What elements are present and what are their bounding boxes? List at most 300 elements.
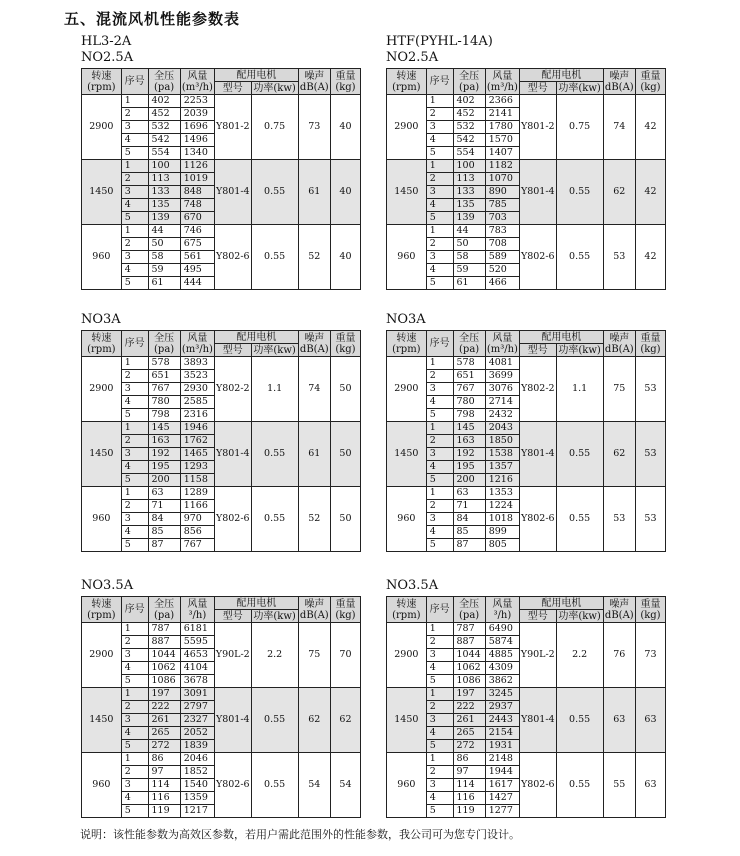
header-weight-text: 重量	[335, 598, 356, 610]
pressure-cell: 554	[453, 147, 485, 160]
seq-cell: 1	[121, 95, 148, 108]
weight-cell: 50	[330, 487, 360, 552]
pressure-cell: 452	[148, 108, 180, 121]
noise-cell: 63	[603, 688, 635, 753]
header-pressure	[453, 69, 485, 95]
header-motor	[215, 331, 299, 344]
speed-cell: 1450	[82, 422, 122, 487]
table-row	[387, 753, 666, 766]
weight-cell: 50	[330, 357, 360, 422]
weight-cell: 63	[635, 753, 665, 818]
seq-cell: 1	[121, 225, 148, 238]
header-power	[556, 82, 603, 95]
pressure-cell: 1062	[453, 662, 485, 675]
header-power-text: 功率(kw)	[558, 82, 601, 94]
weight-cell: 63	[635, 688, 665, 753]
seq-cell: 2	[121, 435, 148, 448]
header-weight-text: (kg)	[640, 81, 661, 93]
pressure-cell: 97	[148, 766, 180, 779]
seq-cell: 3	[426, 121, 453, 134]
power-cell: 0.55	[556, 753, 603, 818]
flow-cell: 1465	[180, 448, 214, 461]
power-cell: 0.55	[556, 487, 603, 552]
power-cell: 0.75	[251, 95, 298, 160]
flow-cell: 2930	[180, 383, 214, 396]
pressure-cell: 133	[453, 186, 485, 199]
flow-cell: 2443	[485, 714, 519, 727]
size-label: NO3.5A	[81, 578, 134, 593]
seq-cell: 1	[426, 422, 453, 435]
seq-cell: 2	[426, 500, 453, 513]
seq-cell: 1	[426, 225, 453, 238]
pressure-cell: 798	[453, 409, 485, 422]
header-flow-text: 风量	[492, 332, 513, 344]
pressure-cell: 1086	[453, 675, 485, 688]
power-cell: 2.2	[556, 623, 603, 688]
weight-cell: 40	[330, 160, 360, 225]
seq-cell: 5	[426, 740, 453, 753]
header-pressure	[148, 331, 180, 357]
weight-cell: 42	[635, 95, 665, 160]
pressure-cell: 265	[453, 727, 485, 740]
table-row	[82, 95, 361, 108]
power-cell: 1.1	[556, 357, 603, 422]
model-cell: Y801-4	[520, 422, 556, 487]
header-weight-text: (kg)	[640, 609, 661, 621]
seq-cell: 2	[426, 701, 453, 714]
flow-cell: 1538	[485, 448, 519, 461]
pressure-cell: 1086	[148, 675, 180, 688]
flow-cell: 783	[485, 225, 519, 238]
header-flow	[485, 331, 519, 357]
header-model-text: 型号	[527, 82, 548, 94]
pressure-cell: 71	[453, 500, 485, 513]
header-model-text: 型号	[527, 610, 548, 622]
flow-cell: 4081	[485, 357, 519, 370]
seq-cell: 4	[426, 264, 453, 277]
flow-cell: 856	[180, 526, 214, 539]
seq-cell: 3	[426, 714, 453, 727]
flow-cell: 1427	[485, 792, 519, 805]
seq-cell: 4	[426, 526, 453, 539]
pressure-cell: 195	[453, 461, 485, 474]
seq-cell: 3	[121, 383, 148, 396]
seq-cell: 3	[121, 448, 148, 461]
table-row	[82, 225, 361, 238]
header-power	[251, 82, 298, 95]
header-power	[251, 344, 298, 357]
noise-cell: 74	[603, 95, 635, 160]
flow-cell: 1617	[485, 779, 519, 792]
header-model-text: 型号	[222, 610, 243, 622]
flow-cell: 1158	[180, 474, 214, 487]
flow-cell: 1277	[485, 805, 519, 818]
power-cell: 1.1	[251, 357, 298, 422]
seq-cell: 1	[121, 688, 148, 701]
pressure-cell: 61	[148, 277, 180, 290]
header-noise-text: 噪声	[304, 70, 325, 82]
header-pressure-text: (pa)	[459, 81, 480, 93]
speed-cell: 2900	[387, 95, 427, 160]
table-row	[387, 95, 666, 108]
model-cell: Y802-6	[520, 487, 556, 552]
header-motor	[520, 597, 604, 610]
flow-cell: 4885	[485, 649, 519, 662]
pressure-cell: 44	[453, 225, 485, 238]
power-cell: 0.55	[251, 688, 298, 753]
pressure-cell: 798	[148, 409, 180, 422]
table-row	[82, 487, 361, 500]
flow-cell: 4309	[485, 662, 519, 675]
pressure-cell: 261	[453, 714, 485, 727]
power-cell: 2.2	[251, 623, 298, 688]
power-cell: 0.75	[556, 95, 603, 160]
flow-cell: 2366	[485, 95, 519, 108]
header-flow-text: 风量	[187, 598, 208, 610]
pressure-cell: 63	[148, 487, 180, 500]
header-motor-text: 配用电机	[236, 331, 277, 343]
seq-cell: 2	[426, 766, 453, 779]
noise-cell: 62	[603, 422, 635, 487]
seq-cell: 5	[426, 539, 453, 552]
pressure-cell: 192	[453, 448, 485, 461]
header-row	[387, 597, 666, 610]
model-cell: Y801-2	[215, 95, 251, 160]
header-model	[520, 344, 556, 357]
pressure-cell: 542	[148, 134, 180, 147]
pressure-cell: 1044	[453, 649, 485, 662]
header-speed-text: 转速	[396, 70, 417, 82]
seq-cell: 2	[426, 108, 453, 121]
pressure-cell: 61	[453, 277, 485, 290]
weight-cell: 40	[330, 95, 360, 160]
header-pressure	[453, 331, 485, 357]
seq-cell: 1	[426, 623, 453, 636]
header-row	[82, 597, 361, 610]
flow-cell: 2141	[485, 108, 519, 121]
flow-cell: 589	[485, 251, 519, 264]
header-model	[215, 344, 251, 357]
pressure-cell: 59	[453, 264, 485, 277]
seq-cell: 5	[121, 675, 148, 688]
seq-cell: 3	[426, 513, 453, 526]
header-noise	[298, 331, 330, 357]
flow-cell: 848	[180, 186, 214, 199]
flow-cell: 1496	[180, 134, 214, 147]
header-power-text: 功率(kw)	[253, 82, 296, 94]
flow-cell: 1019	[180, 173, 214, 186]
header-noise	[603, 597, 635, 623]
flow-cell: 3862	[485, 675, 519, 688]
noise-cell: 53	[603, 225, 635, 290]
pressure-cell: 200	[148, 474, 180, 487]
pressure-cell: 133	[148, 186, 180, 199]
pressure-cell: 887	[453, 636, 485, 649]
header-flow-text: 风量	[492, 70, 513, 82]
seq-cell: 4	[121, 199, 148, 212]
flow-cell: 2316	[180, 409, 214, 422]
header-noise	[603, 331, 635, 357]
pressure-cell: 780	[148, 396, 180, 409]
pressure-cell: 272	[148, 740, 180, 753]
pressure-cell: 452	[453, 108, 485, 121]
flow-cell: 2937	[485, 701, 519, 714]
flow-cell: 767	[180, 539, 214, 552]
pressure-cell: 119	[148, 805, 180, 818]
flow-cell: 1018	[485, 513, 519, 526]
header-speed	[387, 69, 427, 95]
header-flow-text: 风量	[187, 332, 208, 344]
header-motor	[215, 597, 299, 610]
header-noise-text: 噪声	[609, 598, 630, 610]
noise-cell: 74	[298, 357, 330, 422]
pressure-cell: 197	[148, 688, 180, 701]
header-speed	[82, 331, 122, 357]
table-row	[387, 160, 666, 173]
pressure-cell: 651	[453, 370, 485, 383]
flow-cell: 1293	[180, 461, 214, 474]
seq-cell: 2	[121, 766, 148, 779]
power-cell: 0.55	[251, 487, 298, 552]
header-pressure-text: (pa)	[154, 81, 175, 93]
header-flow-text: (m³/h)	[181, 343, 213, 355]
header-model	[215, 82, 251, 95]
header-motor-text: 配用电机	[236, 69, 277, 81]
flow-cell: 805	[485, 539, 519, 552]
seq-cell: 4	[426, 199, 453, 212]
seq-cell: 3	[426, 448, 453, 461]
flow-cell: 3678	[180, 675, 214, 688]
header-seq-text: 序号	[124, 338, 145, 349]
header-flow	[180, 331, 214, 357]
weight-cell: 40	[330, 225, 360, 290]
speed-cell: 1450	[82, 688, 122, 753]
speed-cell: 960	[82, 225, 122, 290]
header-flow-text: ³/h)	[493, 609, 512, 621]
model-cell: Y801-4	[520, 160, 556, 225]
speed-cell: 2900	[82, 357, 122, 422]
flow-cell: 890	[485, 186, 519, 199]
model-cell: Y801-4	[215, 160, 251, 225]
noise-cell: 75	[298, 623, 330, 688]
table-row	[82, 753, 361, 766]
pressure-cell: 163	[148, 435, 180, 448]
flow-cell: 1166	[180, 500, 214, 513]
flow-cell: 703	[485, 212, 519, 225]
speed-cell: 960	[387, 487, 427, 552]
pressure-cell: 887	[148, 636, 180, 649]
pressure-cell: 197	[453, 688, 485, 701]
pressure-cell: 87	[148, 539, 180, 552]
table-row	[387, 422, 666, 435]
header-weight-text: 重量	[335, 70, 356, 82]
flow-cell: 1182	[485, 160, 519, 173]
model-cell: Y90L-2	[520, 623, 556, 688]
flow-cell: 495	[180, 264, 214, 277]
pressure-cell: 542	[453, 134, 485, 147]
flow-cell: 746	[180, 225, 214, 238]
header-flow-text: (m³/h)	[486, 343, 518, 355]
header-weight	[330, 597, 360, 623]
header-weight-text: 重量	[335, 332, 356, 344]
header-weight	[635, 597, 665, 623]
header-seq-text: 序号	[429, 338, 450, 349]
pressure-cell: 86	[453, 753, 485, 766]
header-motor-text: 配用电机	[541, 331, 582, 343]
weight-cell: 42	[635, 225, 665, 290]
seq-cell: 3	[121, 513, 148, 526]
header-seq-text: 序号	[429, 604, 450, 615]
header-flow	[485, 69, 519, 95]
flow-cell: 3091	[180, 688, 214, 701]
header-model-text: 型号	[527, 344, 548, 356]
flow-cell: 970	[180, 513, 214, 526]
speed-cell: 2900	[387, 623, 427, 688]
pressure-cell: 1062	[148, 662, 180, 675]
header-weight	[330, 331, 360, 357]
pressure-cell: 767	[148, 383, 180, 396]
flow-cell: 6490	[485, 623, 519, 636]
table-block-1	[81, 34, 361, 290]
seq-cell: 1	[121, 487, 148, 500]
model-cell: Y801-2	[520, 95, 556, 160]
pressure-cell: 532	[453, 121, 485, 134]
flow-cell: 466	[485, 277, 519, 290]
table-block-2	[386, 34, 666, 290]
header-noise-text: dB(A)	[604, 343, 634, 355]
flow-cell: 1780	[485, 121, 519, 134]
flow-cell: 2052	[180, 727, 214, 740]
model-cell: Y801-4	[215, 422, 251, 487]
flow-cell: 1762	[180, 435, 214, 448]
table-row	[82, 422, 361, 435]
power-cell: 0.55	[251, 753, 298, 818]
seq-cell: 5	[121, 539, 148, 552]
table-block-4	[386, 312, 666, 552]
header-seq-text: 序号	[124, 76, 145, 87]
header-motor	[215, 69, 299, 82]
table-row	[82, 160, 361, 173]
header-noise-text: dB(A)	[604, 81, 634, 93]
seq-cell: 1	[426, 688, 453, 701]
size-label: NO3A	[386, 312, 426, 327]
seq-cell: 2	[121, 108, 148, 121]
pressure-cell: 50	[148, 238, 180, 251]
pressure-cell: 532	[148, 121, 180, 134]
seq-cell: 2	[121, 238, 148, 251]
seq-cell: 2	[121, 173, 148, 186]
seq-cell: 2	[121, 701, 148, 714]
header-flow	[485, 597, 519, 623]
seq-cell: 2	[426, 435, 453, 448]
header-speed-text: 转速	[396, 332, 417, 344]
seq-cell: 5	[121, 277, 148, 290]
table-block-5	[81, 578, 361, 818]
performance-table	[81, 330, 361, 552]
header-seq-text: 序号	[429, 76, 450, 87]
flow-cell: 748	[180, 199, 214, 212]
pressure-cell: 100	[453, 160, 485, 173]
flow-cell: 561	[180, 251, 214, 264]
seq-cell: 1	[426, 95, 453, 108]
weight-cell: 62	[330, 688, 360, 753]
flow-cell: 675	[180, 238, 214, 251]
seq-cell: 3	[121, 121, 148, 134]
seq-cell: 3	[121, 186, 148, 199]
weight-cell: 50	[330, 422, 360, 487]
speed-cell: 1450	[387, 160, 427, 225]
flow-cell: 2046	[180, 753, 214, 766]
seq-cell: 4	[121, 264, 148, 277]
model-cell: Y801-4	[215, 688, 251, 753]
noise-cell: 75	[603, 357, 635, 422]
speed-cell: 960	[387, 225, 427, 290]
header-weight	[635, 331, 665, 357]
header-power	[556, 344, 603, 357]
pressure-cell: 114	[453, 779, 485, 792]
seq-cell: 1	[426, 487, 453, 500]
flow-cell: 1570	[485, 134, 519, 147]
seq-cell: 4	[121, 792, 148, 805]
seq-cell: 4	[121, 662, 148, 675]
pressure-cell: 787	[453, 623, 485, 636]
header-pressure-text: (pa)	[154, 343, 175, 355]
header-power	[556, 610, 603, 623]
header-weight-text: 重量	[640, 598, 661, 610]
header-power-text: 功率(kw)	[558, 344, 601, 356]
speed-cell: 2900	[82, 623, 122, 688]
speed-cell: 1450	[387, 688, 427, 753]
table-row	[82, 357, 361, 370]
pressure-cell: 50	[453, 238, 485, 251]
header-flow-text: 风量	[492, 598, 513, 610]
table-row	[82, 688, 361, 701]
header-speed-text: 转速	[91, 70, 112, 82]
pressure-cell: 780	[453, 396, 485, 409]
header-row	[82, 331, 361, 344]
model-label: HL3-2A	[81, 34, 132, 49]
seq-cell: 2	[121, 370, 148, 383]
header-pressure	[148, 597, 180, 623]
table-row	[387, 623, 666, 636]
pressure-cell: 113	[148, 173, 180, 186]
weight-cell: 53	[635, 422, 665, 487]
flow-cell: 444	[180, 277, 214, 290]
seq-cell: 3	[426, 779, 453, 792]
size-label: NO2.5A	[81, 50, 134, 65]
flow-cell: 1357	[485, 461, 519, 474]
pressure-cell: 200	[453, 474, 485, 487]
pressure-cell: 63	[453, 487, 485, 500]
header-power-text: 功率(kw)	[558, 610, 601, 622]
model-label: HTF(PYHL-14A)	[386, 34, 493, 49]
header-power	[251, 610, 298, 623]
header-pressure-text: (pa)	[154, 609, 175, 621]
pressure-cell: 114	[148, 779, 180, 792]
pressure-cell: 265	[148, 727, 180, 740]
header-row	[387, 331, 666, 344]
header-flow-text: (m³/h)	[486, 81, 518, 93]
flow-cell: 3523	[180, 370, 214, 383]
flow-cell: 3076	[485, 383, 519, 396]
flow-cell: 2148	[485, 753, 519, 766]
model-cell: Y802-6	[215, 753, 251, 818]
pressure-cell: 222	[148, 701, 180, 714]
seq-cell: 5	[121, 740, 148, 753]
seq-cell: 1	[121, 357, 148, 370]
pressure-cell: 554	[148, 147, 180, 160]
table-row	[387, 688, 666, 701]
